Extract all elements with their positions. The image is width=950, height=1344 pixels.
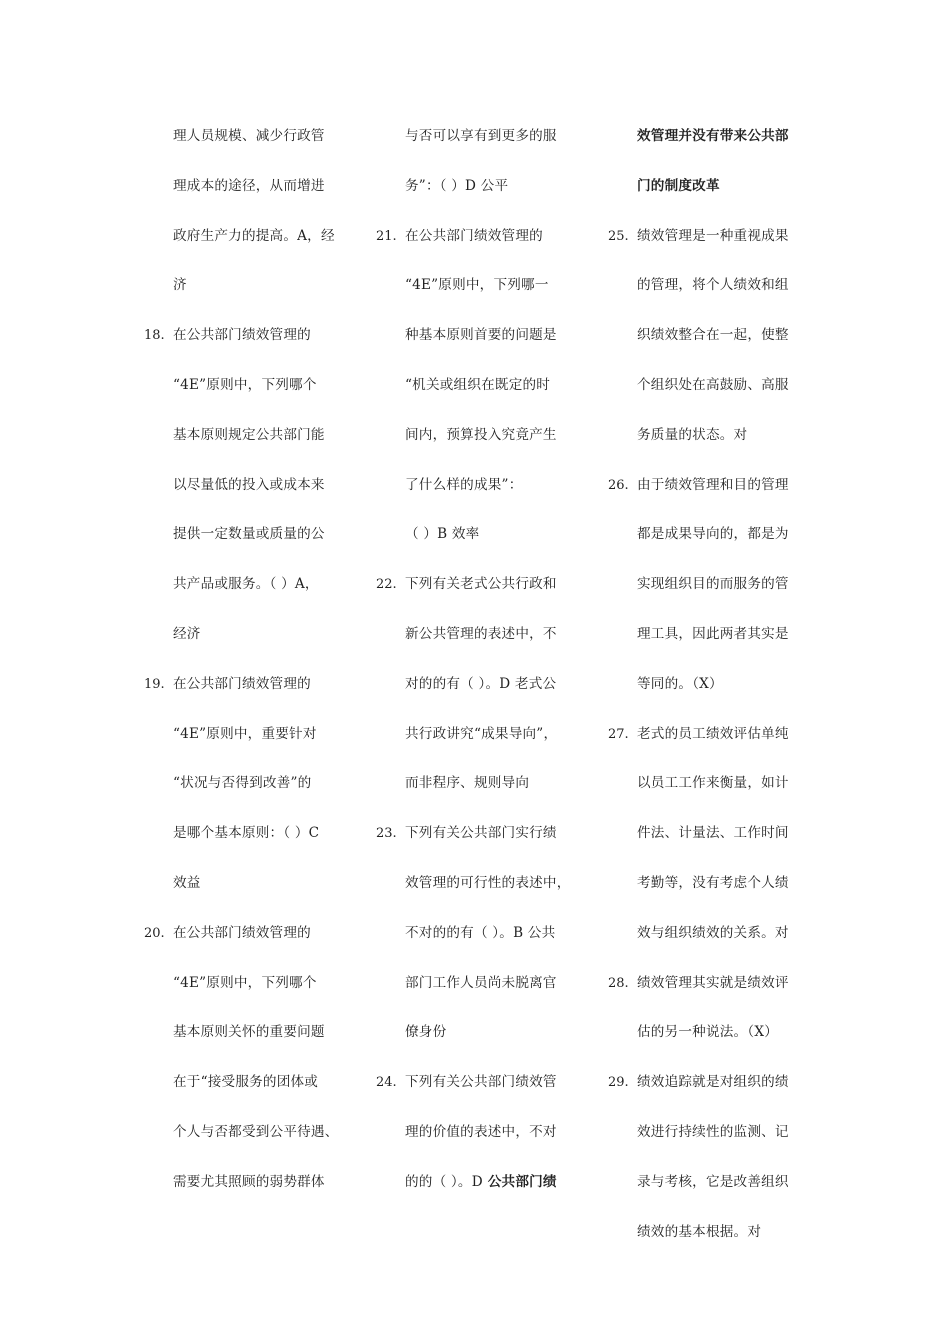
item-text: 绩效管理是一种重视成果 的管理，将个人绩效和组 织绩效整合在一起，使整 个组织处在高鼓励、高服 务质量的状态。对	[637, 227, 789, 443]
item-text: 在公共部门绩效管理的 “4E”原则中，下列哪一 种基本原则首要的问题是 “机关或组织在既定的时 间内，预算投入究竟产生 了什么样的成果”： （ ）B 效率	[405, 227, 557, 543]
column-1	[130, 112, 370, 1208]
item-number: 28.	[608, 975, 629, 991]
list-item	[362, 1058, 602, 1207]
list-item	[130, 660, 370, 909]
list-item	[594, 212, 834, 461]
list-item	[130, 909, 370, 1208]
item-text: 绩效追踪就是对组织的绩 效进行持续性的监测、记 录与考核，它是改善组织 绩效的基本根据。对	[637, 1074, 789, 1240]
item-text: 下列有关老式公共行政和 新公共管理的表述中，不 对的的有（ ）。D 老式公 共行政讲究“成果导向”， 而非程序、规则导向	[405, 576, 558, 792]
item-number: 27.	[608, 726, 629, 742]
item-text: 由于绩效管理和目的管理 都是成果导向的，都是为 实现组织目的而服务的管 理工具，因此两者其实是 等同的。（X）	[637, 476, 789, 692]
column-2	[362, 112, 602, 1208]
item-number: 26.	[608, 477, 629, 493]
item-text-bold-tail: 公共部门绩	[482, 1173, 557, 1190]
list-item	[362, 560, 602, 809]
item-number: 19.	[144, 676, 165, 692]
list-item	[594, 1058, 834, 1257]
item-number: 21.	[376, 228, 397, 244]
item-number: 25.	[608, 228, 629, 244]
list-item	[362, 809, 602, 1058]
item-text-main: 下列有关公共部门绩效管 理的价值的表述中，不对 的的（ ）。D	[405, 1074, 557, 1190]
item-number: 29.	[608, 1075, 629, 1091]
list-item	[594, 710, 834, 959]
item-number: 22.	[376, 577, 397, 593]
list-item	[130, 311, 370, 660]
item-number: 20.	[144, 925, 165, 941]
item-text: 老式的员工绩效评估单纯 以员工工作来衡量，如计 件法、计量法、工作时间 考勤等，没有考虑个人绩 效与组织绩效的关系。对	[637, 725, 789, 941]
item-text: 绩效管理其实就是绩效评 估的另一种说法。（X）	[637, 974, 789, 1041]
item-text: 效管理并没有带来公共部 门的制度改革	[637, 128, 789, 194]
list-item	[362, 212, 602, 561]
item-number: 24.	[376, 1075, 397, 1091]
list-item	[594, 959, 834, 1059]
item-text: 与否可以享有到更多的服 务”：（ ）D 公平	[405, 128, 557, 194]
item-text	[405, 1058, 602, 1207]
column-3	[594, 112, 834, 1257]
item-text: 在公共部门绩效管理的 “4E”原则中，重要针对 “状况与否得到改善”的 是哪个基本原则：（ ）C 效益	[173, 675, 320, 891]
item-text: 在公共部门绩效管理的 “4E”原则中，下列哪个 基本原则关怀的重要问题 在于“接受服务的团体或 个人与否都受到公平待遇、 需要尤其照顾的弱势群体	[173, 924, 339, 1190]
item-text: 下列有关公共部门实行绩 效管理的可行性的表述中， 不对的的有（ ）。B 公共 部门工作人员尚未脱离官 僚身份	[405, 825, 571, 1041]
item-number: 18.	[144, 328, 165, 344]
list-item	[594, 112, 834, 212]
item-text: 在公共部门绩效管理的 “4E”原则中，下列哪个 基本原则规定公共部门能 以尽量低的投入或成本来 提供一定数量或质量的公 共产品或服务。（ ）A， 经济	[173, 327, 325, 642]
item-number: 23.	[376, 826, 397, 842]
list-item	[594, 461, 834, 710]
list-item	[130, 112, 370, 311]
item-text: 理人员规模、减少行政管 理成本的途径，从而增进 政府生产力的提高。A，经 济	[173, 128, 335, 294]
list-item	[362, 112, 602, 212]
